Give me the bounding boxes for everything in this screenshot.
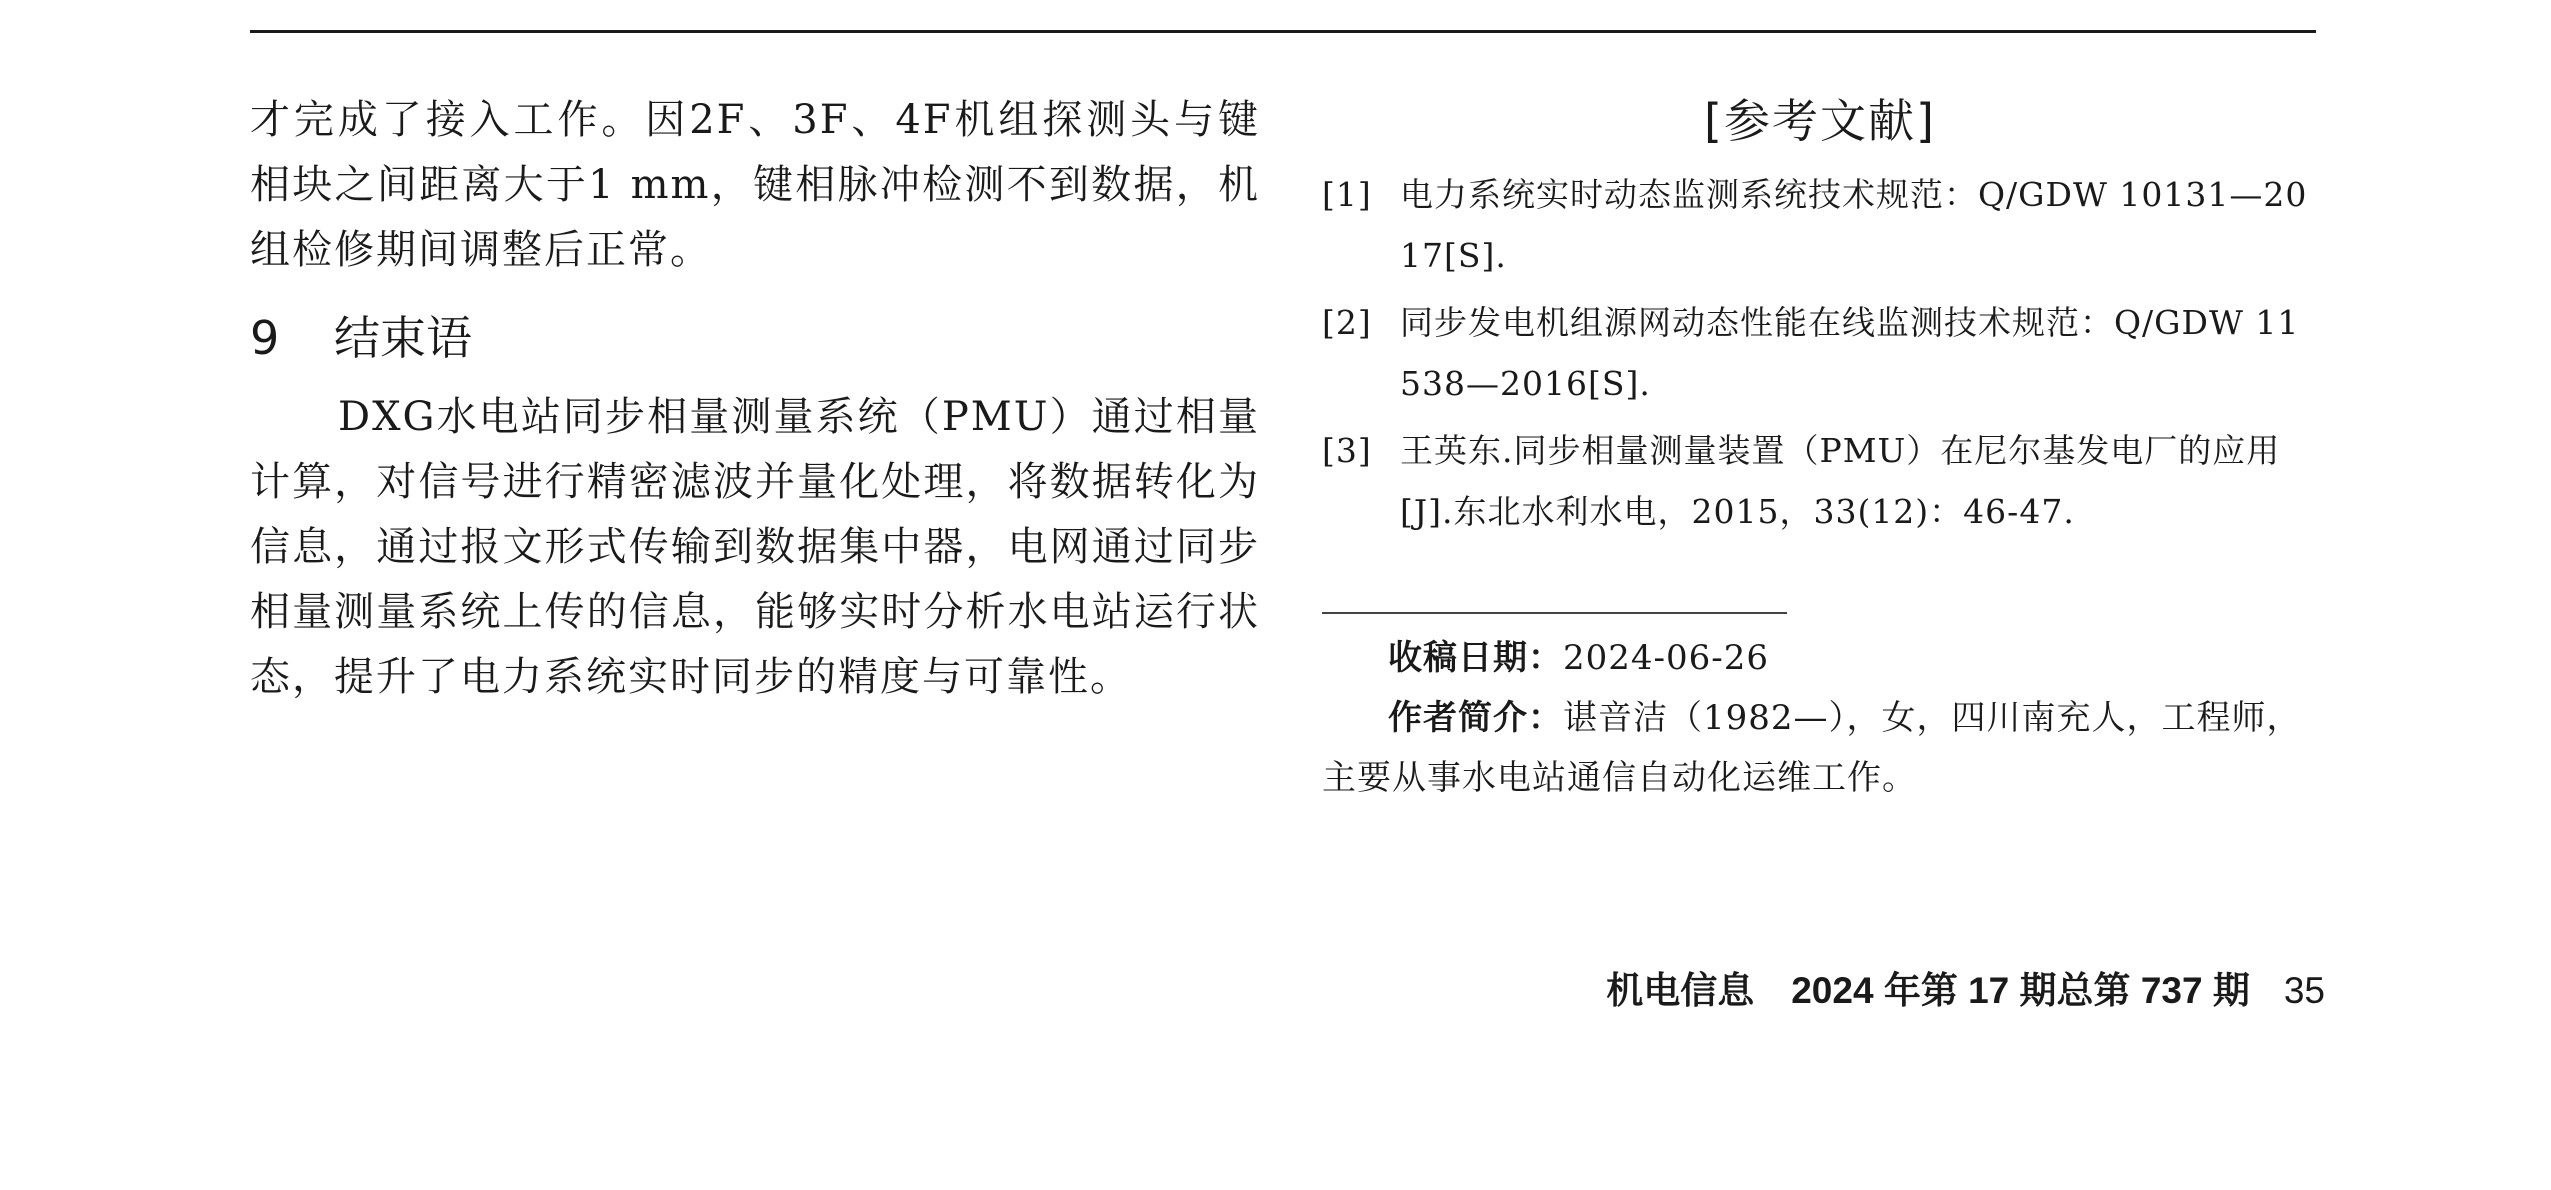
reference-index: [3]	[1322, 431, 1372, 470]
reference-text: 同步发电机组源网动态性能在线监测技术规范：Q/GDW 11538—2016[S].	[1400, 303, 2300, 403]
section-number: 9	[250, 311, 280, 365]
reference-index: [2]	[1322, 303, 1372, 342]
reference-item	[1322, 292, 2318, 414]
reference-text: 王英东.同步相量测量装置（PMU）在尼尔基发电厂的应用[J].东北水利水电，2015，33(12)：46-47.	[1400, 431, 2281, 531]
references-section	[1322, 88, 2318, 548]
reference-text: 电力系统实时动态监测系统技术规范：Q/GDW 10131—2017[S].	[1400, 175, 2308, 275]
received-date-value: 2024-06-26	[1563, 638, 1770, 678]
received-date-label: 收稿日期：	[1388, 638, 1563, 678]
page-number: 35	[2283, 970, 2325, 1011]
section-title: 结束语	[334, 311, 472, 365]
author-bio-label: 作者简介：	[1388, 698, 1563, 738]
top-rule	[250, 30, 2316, 33]
section-heading	[250, 301, 1260, 375]
journal-issue-info: 机电信息 2024 年第 17 期总第 737 期	[1606, 970, 2250, 1011]
footnote-rule	[1322, 612, 1787, 614]
references-title: [参考文献]	[1704, 94, 1936, 148]
reference-index: [1]	[1322, 175, 1372, 214]
body-paragraph-continued: 才完成了接入工作。因2F、3F、4F机组探测头与键相块之间距离大于1 mm，键相脉冲检测不到数据，机组检修期间调整后正常。	[250, 97, 1260, 273]
reference-item	[1322, 164, 2318, 286]
page-footer	[1586, 918, 2325, 1014]
body-paragraph-conclusion: DXG水电站同步相量测量系统（PMU）通过相量计算，对信号进行精密滤波并量化处理，将数据转化为信息，通过报文形式传输到数据集中器，电网通过同步相量测量系统上传的信息，能够实时分析水电站运行状态，提升了电力系统实时同步的精度与可靠性。	[250, 394, 1260, 700]
received-date-note	[1322, 628, 2318, 688]
author-bio-value: 谌音洁（1982—），女，四川南充人，工程师，主要从事水电站通信自动化运维工作。	[1322, 698, 2302, 798]
author-bio-note	[1322, 688, 2318, 808]
left-column	[250, 88, 1260, 710]
reference-item	[1322, 420, 2318, 542]
